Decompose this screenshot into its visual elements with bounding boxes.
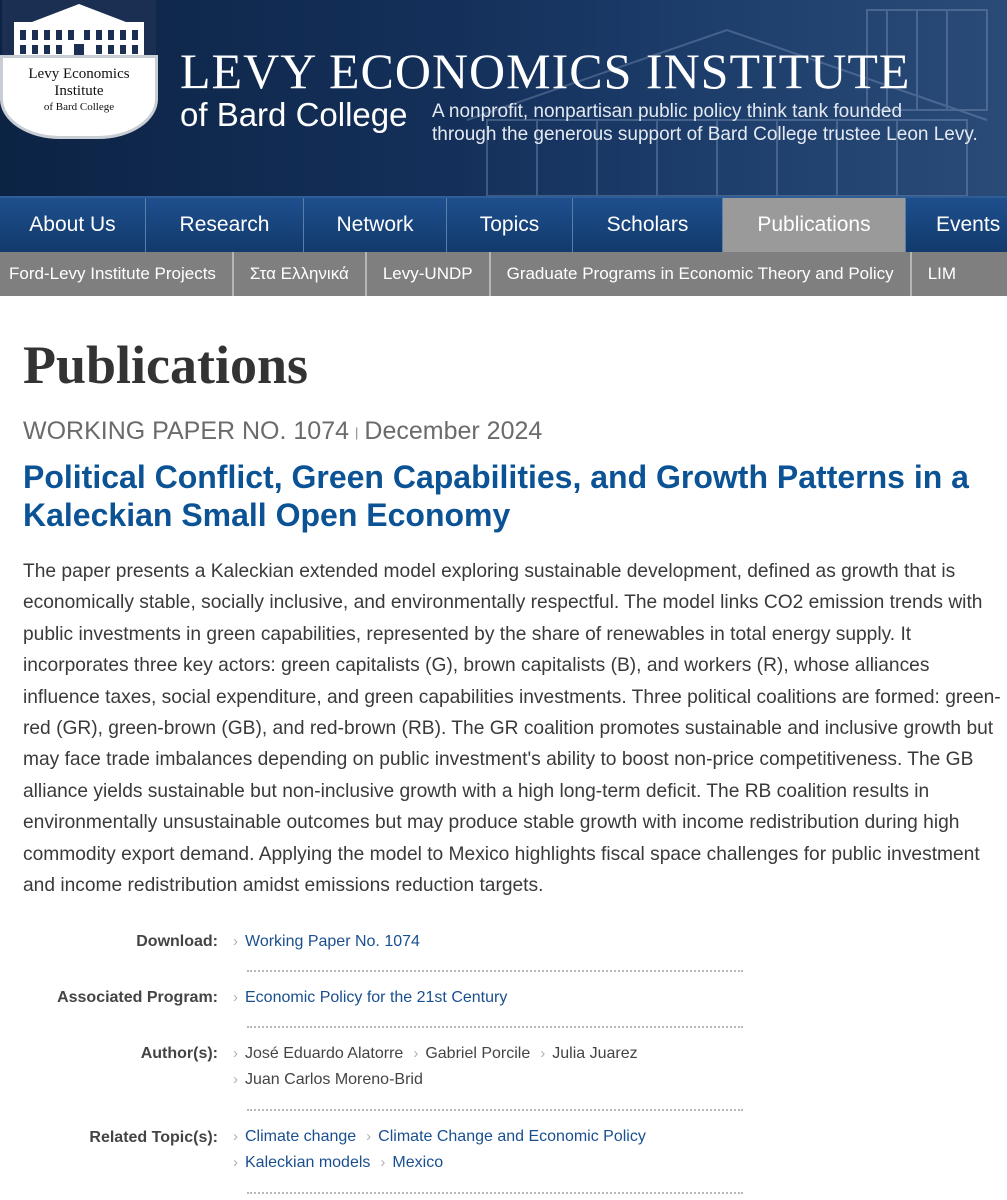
paper-date: December 2024 <box>364 417 543 445</box>
nav-about-us[interactable]: About Us <box>0 198 146 252</box>
chevron-right-icon: › <box>233 1154 238 1171</box>
row-divider <box>247 1192 743 1194</box>
author-item[interactable]: › Julia Juarez <box>540 1045 638 1062</box>
page-title: Publications <box>23 335 309 395</box>
chevron-right-icon: › <box>233 1071 238 1088</box>
subnav-graduate-programs[interactable]: Graduate Programs in Economic Theory and Policy <box>491 252 912 296</box>
seal-line-2: Institute <box>54 83 104 99</box>
authors-label: Author(s): <box>140 1045 218 1062</box>
program-values <box>233 985 743 1011</box>
subnav-ford-levy[interactable]: Ford-Levy Institute Projects <box>0 252 234 296</box>
paper-abstract: The paper presents a Kaleckian extended model exploring sustainable development, defined as growth that is economically stable, socially inclusive, and environmentally respectful. The model links CO2 emission trends with public investments in green capabilities, represented by the share of renewables in total energy supply. It incorporates three key actors: green capitalists (G), brown capitalists (B), and workers (R), whose alliances influence taxes, social expenditure, and green capabilities investments. Three political coalitions are formed: green-red (GR), green-brown (GB), and red-brown (RB). The GR coalition promotes sustainable and inclusive growth but may face trade imbalances depending on public investment's ability to boost non-price competitiveness. The GB alliance yields sustainable but non-inclusive growth with a high long-term deficit. The RB coalition results in environmentally unsustainable outcomes but may produce stable growth with income redistribution during high commodity export demand. Applying the model to Mexico highlights fiscal space challenges for public investment and income redistribution amidst emissions reduction targets. <box>23 561 1001 897</box>
site-tagline <box>432 100 978 146</box>
nav-research[interactable]: Research <box>146 198 304 252</box>
row-divider <box>247 1026 743 1028</box>
program-label: Associated Program: <box>57 989 218 1006</box>
paper-number: WORKING PAPER NO. 1074 <box>23 417 350 445</box>
nav-scholars[interactable]: Scholars <box>573 198 723 252</box>
author-item[interactable]: › Juan Carlos Moreno-Brid <box>233 1071 423 1088</box>
topics-label: Related Topic(s): <box>89 1129 218 1146</box>
seal-line-1: Levy Economics <box>28 66 130 82</box>
chevron-right-icon: › <box>233 1045 238 1062</box>
program-link[interactable]: › Economic Policy for the 21st Century <box>233 989 508 1006</box>
subnav-greek[interactable]: Στα Ελληνικά <box>234 252 367 296</box>
paper-title: Political Conflict, Green Capabilities, and Growth Patterns in a Kaleckian Small Open Economy <box>23 459 969 533</box>
paper-meta-line <box>23 417 542 446</box>
author-item[interactable]: › Gabriel Porcile <box>413 1045 531 1062</box>
download-label: Download: <box>136 933 218 950</box>
paper-separator: | <box>355 425 359 440</box>
topic-link[interactable]: › Climate change <box>233 1128 357 1145</box>
author-item[interactable]: › José Eduardo Alatorre <box>233 1045 404 1062</box>
chevron-right-icon: › <box>233 989 238 1006</box>
chevron-right-icon: › <box>540 1045 546 1062</box>
chevron-right-icon: › <box>233 933 238 950</box>
chevron-right-icon: › <box>366 1128 372 1145</box>
nav-topics[interactable]: Topics <box>447 198 573 252</box>
chevron-right-icon: › <box>380 1154 386 1171</box>
institute-logo[interactable] <box>0 0 162 140</box>
tagline-line-2: through the generous support of Bard College trustee Leon Levy. <box>432 124 978 145</box>
topic-link[interactable]: › Climate Change and Economic Policy <box>366 1128 646 1145</box>
authors-values <box>233 1041 743 1093</box>
row-divider <box>247 1109 743 1111</box>
nav-network[interactable]: Network <box>304 198 447 252</box>
chevron-right-icon: › <box>233 1128 238 1145</box>
row-divider <box>247 970 743 972</box>
mansion-logo-icon <box>2 0 156 58</box>
nav-events[interactable]: Events <box>936 213 1001 236</box>
main-navigation <box>0 196 1007 252</box>
seal-line-3: of Bard College <box>43 101 115 113</box>
site-subtitle: of Bard College <box>180 96 408 133</box>
site-header-banner <box>0 0 1007 196</box>
chevron-right-icon: › <box>413 1045 419 1062</box>
subnav-lim[interactable]: LIM <box>927 264 957 283</box>
download-link[interactable]: › Working Paper No. 1074 <box>233 933 420 950</box>
tagline-line-1: A nonprofit, nonpartisan public policy think tank founded <box>432 101 903 122</box>
nav-publications[interactable]: Publications <box>723 198 906 252</box>
logo-seal <box>0 55 158 139</box>
subnav-levy-undp[interactable]: Levy-UNDP <box>367 252 491 296</box>
topics-values <box>233 1124 743 1176</box>
download-values <box>233 929 743 955</box>
topic-link[interactable]: › Mexico <box>380 1154 444 1171</box>
topic-link[interactable]: › Kaleckian models <box>233 1154 371 1171</box>
site-title[interactable]: LEVY ECONOMICS INSTITUTE <box>180 43 911 99</box>
sub-navigation <box>0 252 1007 296</box>
